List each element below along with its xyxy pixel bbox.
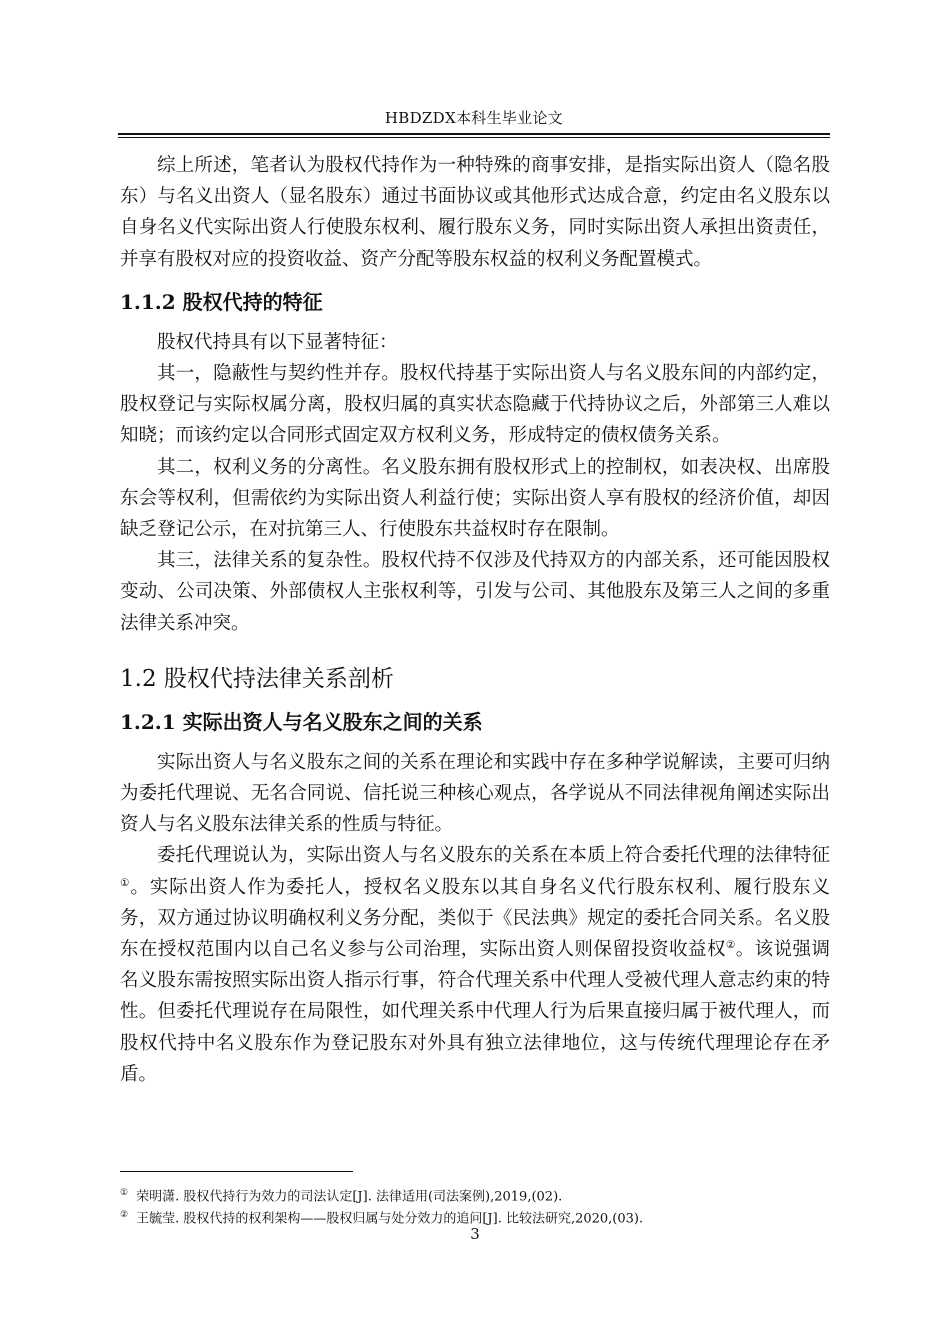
footnote-ref-1[interactable]: ① [120, 876, 131, 889]
body-text [120, 150, 830, 1090]
running-header: HBDZDX本科生毕业论文 [384, 109, 564, 127]
paragraph-relationship-2-part-a: 委托代理说认为，实际出资人与名义股东的关系在本质上符合委托代理的法律特征 [157, 845, 830, 867]
paragraph-feature-1: 其一，隐蔽性与契约性并存。股权代持基于实际出资人与名义股东间的内部约定，股权登记与实际权属分离，股权归属的真实状态隐藏于代持协议之后，外部第三人难以知晓；而该约定以合同形式固定双方权利义务，形成特定的债权债务关系。 [120, 363, 830, 447]
paragraph-relationship-2-part-b: 。实际出资人作为委托人，授权名义股东以其自身名义代行股东权利、履行股东义务，双方通过协议明确权利义务分配，类似于《民法典》规定的委托合同关系。名义股东在授权范围内以自己名义参与公司治理，实际出资人则保留投资收益权 [120, 876, 830, 961]
heading-1-2: 1.2 股权代持法律关系剖析 [120, 665, 394, 692]
paragraph-feature-3: 其三，法律关系的复杂性。股权代持不仅涉及代持双方的内部关系，还可能因股权变动、公司决策、外部债权人主张权利等，引发与公司、其他股东及第三人之间的多重法律关系冲突。 [120, 550, 830, 634]
paragraph-relationship-2-part-c: 。该说强调名义股东需按照实际出资人指示行事，符合代理关系中代理人受被代理人意志约束的特性。但委托代理说存在局限性，如代理关系中代理人行为后果直接归属于被代理人，而股权代持中名义股东作为登记股东对外具有独立法律地位，这与传统代理理论存在矛盾。 [120, 939, 830, 1085]
footnote-ref-2[interactable]: ② [725, 938, 736, 951]
footnote-separator [120, 1171, 353, 1172]
footnote-text: 荣明潇. 股权代持行为效力的司法认定[J]. 法律适用(司法案例),2019,(02). [136, 1189, 563, 1205]
footnote-mark: ② [120, 1210, 129, 1221]
footnote-mark: ① [120, 1188, 129, 1198]
page-number: 3 [470, 1225, 480, 1243]
footnote-1 [120, 1184, 830, 1206]
paragraph-relationship-1: 实际出资人与名义股东之间的关系在理论和实践中存在多种学说解读，主要可归纳为委托代理说、无名合同说、信托说三种核心观点，各学说从不同法律视角阐述实际出资人与名义股东法律关系的性质与特征。 [120, 751, 830, 836]
heading-1-2-1: 1.2.1 实际出资人与名义股东之间的关系 [120, 709, 483, 734]
heading-1-1-2: 1.1.2 股权代持的特征 [120, 289, 323, 314]
paragraph-intro: 综上所述，笔者认为股权代持作为一种特殊的商事安排，是指实际出资人（隐名股东）与名义出资人（显名股东）通过书面协议或其他形式达成合意，约定由名义股东以自身名义代实际出资人行使股东权利、履行股东义务，同时实际出资人承担出资责任，并享有股权对应的投资收益、资产分配等股东权益的权利义务配置模式。 [120, 155, 830, 270]
header-rule-thick [118, 133, 830, 135]
paragraph-features-lead: 股权代持具有以下显著特征： [157, 331, 398, 353]
paragraph-feature-2: 其二，权利义务的分离性。名义股东拥有股权形式上的控制权，如表决权、出席股东会等权利，但需依约为实际出资人利益行使；实际出资人享有股权的经济价值，却因缺乏登记公示，在对抗第三人、行使股东共益权时存在限制。 [120, 456, 830, 541]
header-rule-thin [118, 137, 830, 138]
paragraph-relationship-2 [120, 840, 830, 1090]
footnote-text: 王毓莹. 股权代持的权利架构——股权归属与处分效力的追问[J]. 比较法研究,2020,(03). [136, 1211, 644, 1227]
footnotes [120, 1184, 830, 1229]
